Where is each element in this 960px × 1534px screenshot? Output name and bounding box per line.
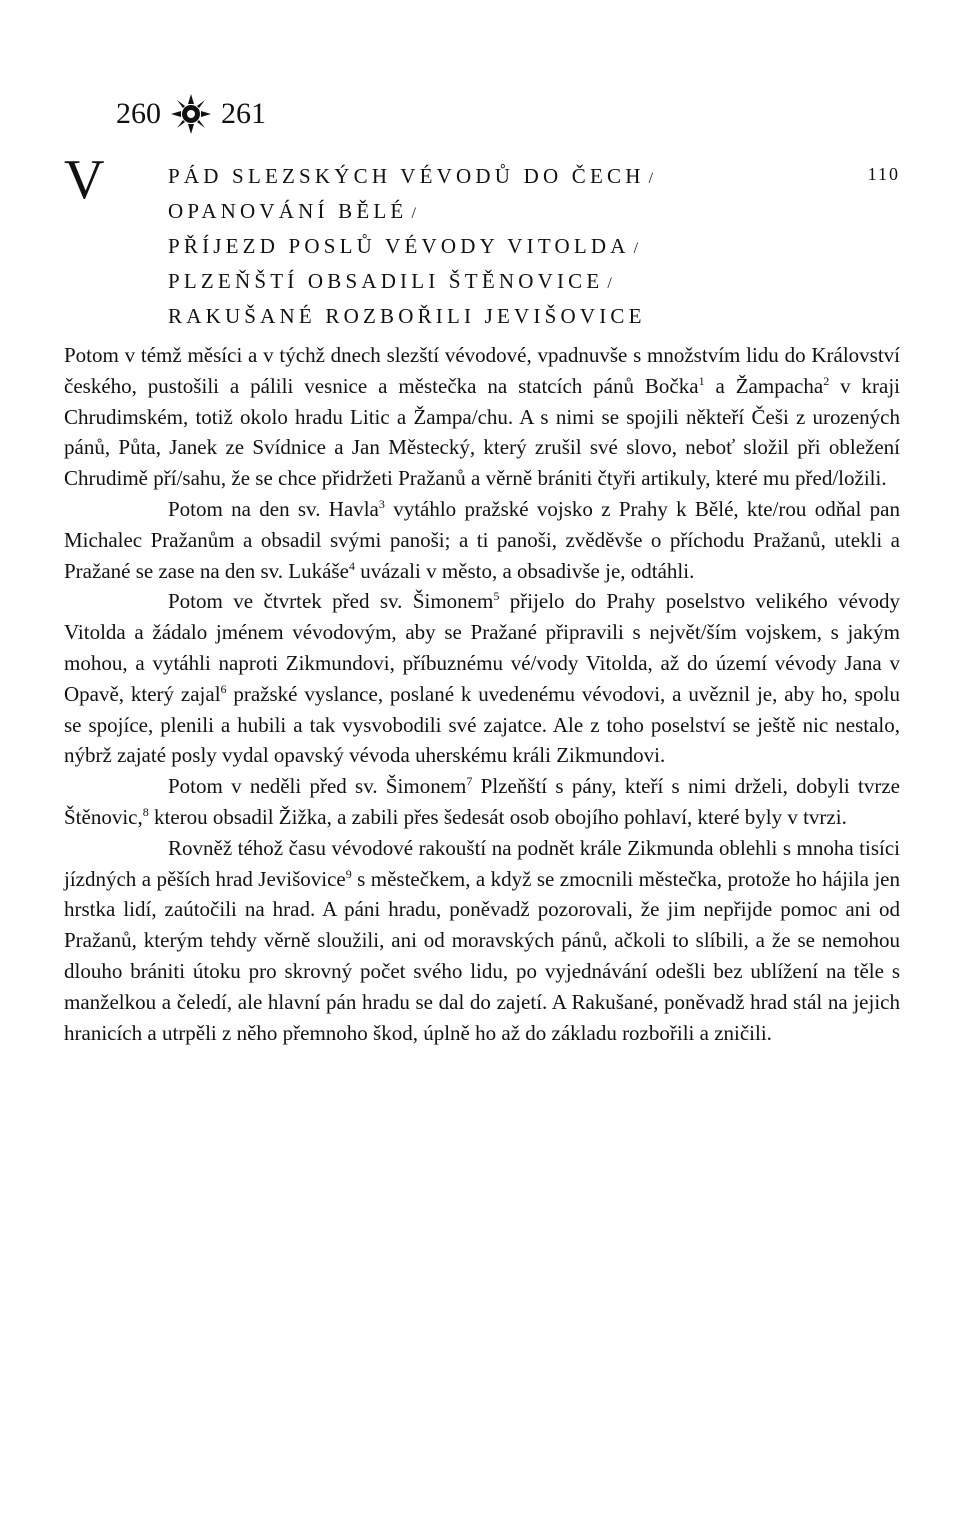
heading-line-text: PŘÍJEZD POSLŮ VÉVODY VITOLDA	[168, 234, 630, 258]
body-text	[64, 340, 900, 1048]
footnote-marker: 6	[220, 681, 227, 696]
text-segment: s městečkem, a když se zmocnili městečka, protože ho hájila jen hrstka lidí, zaútočili na hrad. A páni hradu, poněvadž pozorovali, že jim nepřijde pomoc ani od Pražanů, kterým tehdy věrně sloužili, ani od moravských pánů, ačkoli to slíbili, a že se nemohou dlouho brániti útoku pro skrovný počet svého lidu, po vyjednávání odešli bez ublížení na těle s manželkou a čeledí, ale hlavní pán hradu se dal do zajetí. A Rakušané, poněvadž hrad stál na jejich hranicích a utrpěli z něho přemnoho škod, úplně ho až do základu rozbořili a zničili.	[64, 866, 900, 1045]
text-segment: pražské vyslance, poslané k uvedenému vévodovi, a uvěznil je, aby ho, spolu se spojíce, plenili a hubili a tak vysvobodili své zajatce. Ale z toho poselství se ještě nic nestalo, nýbrž zajaté posly vydal opavský vévoda uherskému králi Zikmundovi.	[64, 681, 900, 768]
text-segment: vytáhlo pražské vojsko z Prahy k Bělé, kte/rou odňal pan Michalec Pražanům a obsadil svými panoši; a ti panoši, zvěděvše o příchodu Pražanů, utekli a Pražané se zase na den sv. Lukáše	[64, 496, 900, 583]
text-segment: kterou obsadil Žižka, a zabili přes šedesát osob obojího pohlaví, které byly v tvrzi.	[148, 804, 847, 829]
text-segment: uvázali v město, a obsadivše je, odtáhli.	[354, 558, 695, 583]
heading-line	[168, 230, 653, 265]
heading-line	[168, 195, 653, 230]
text-segment: Plzeňští s pány, kteří s nimi drželi, dobyli tvrze Štěnovic,	[64, 774, 900, 829]
heading-lines	[168, 160, 653, 332]
text-segment: v kraji Chrudimském, totiž okolo hradu Litic a Žampa/chu. A s nimi se spojili někteří Češi z urozených pánů, Půta, Janek ze Svídnice a Jan Městecký, který zrušil své slovo, neboť složil při obležení Chrudimě pří/sahu, že se chce přidržeti Pražanů a věrně brániti čtyři artikuly, které mu před/ložili.	[64, 373, 901, 491]
paragraph	[64, 833, 900, 1049]
paragraph	[64, 340, 900, 494]
text-segment: Potom v neděli před sv. Šimonem	[168, 774, 467, 799]
footnote-marker: 2	[823, 373, 830, 388]
heading-line	[168, 160, 653, 195]
heading-line-separator: /	[407, 205, 416, 222]
footnote-marker: 4	[348, 558, 355, 573]
text-segment: Rovněž téhož času vévodové rakouští na podnět krále Zikmunda oblehli s mnoha tisíci jízdných a pěších hrad Jevišovice	[64, 835, 900, 891]
footnote-marker: 5	[493, 589, 500, 604]
text-segment: Potom na den sv. Havla	[168, 496, 379, 521]
footnote-marker: 9	[345, 866, 352, 881]
heading-line-text: PLZEŇŠTÍ OBSADILI ŠTĚNOVICE	[168, 269, 604, 293]
heading-line-separator: /	[629, 240, 639, 257]
text-segment: a Žampacha	[704, 373, 824, 398]
heading-line-text: RAKUŠANÉ ROZBOŘILI JEVIŠOVICE	[168, 304, 646, 328]
footnote-marker: 8	[142, 804, 149, 819]
footnote-marker: 1	[698, 373, 705, 388]
footnote-marker: 3	[378, 496, 385, 511]
heading-line-separator: /	[644, 170, 654, 187]
heading-line-text: PÁD SLEZSKÝCH VÉVODŮ DO ČECH	[168, 164, 645, 188]
heading-line-text: OPANOVÁNÍ BĚLÉ	[168, 199, 408, 223]
page-numbers	[116, 92, 266, 136]
paragraph	[64, 771, 900, 833]
text-segment: Potom v témž měsíci a v týchž dnech slezští vévodové, vpadnuvše s množstvím lidu do Království českého, pustošili a pálili vesnice a městečka na statcích pánů Bočka	[64, 343, 900, 398]
text-segment: přijelo do Prahy poselstvo velikého vévody Vitolda a žádalo jménem vévodovým, aby se Pražané připravili s největ/ším vojskem, s jakým mohou, a vytáhli naproti Zikmundovi, příbuznému vé/vody Vitolda, až do území vévody Jana v Opavě, který zajal	[64, 589, 900, 706]
heading-line	[168, 265, 653, 300]
paragraph	[64, 586, 900, 771]
heading-initial: V	[64, 149, 105, 211]
heading-line	[168, 300, 653, 332]
text-segment: Potom ve čtvrtek před sv. Šimonem	[168, 589, 494, 614]
ornament-icon	[169, 92, 213, 136]
left-page-number: 260	[116, 97, 161, 130]
paragraph	[64, 494, 900, 586]
chapter-number: 110	[867, 164, 900, 184]
heading-line-separator: /	[603, 275, 612, 292]
right-page-number: 261	[221, 97, 266, 130]
footnote-marker: 7	[466, 774, 473, 789]
